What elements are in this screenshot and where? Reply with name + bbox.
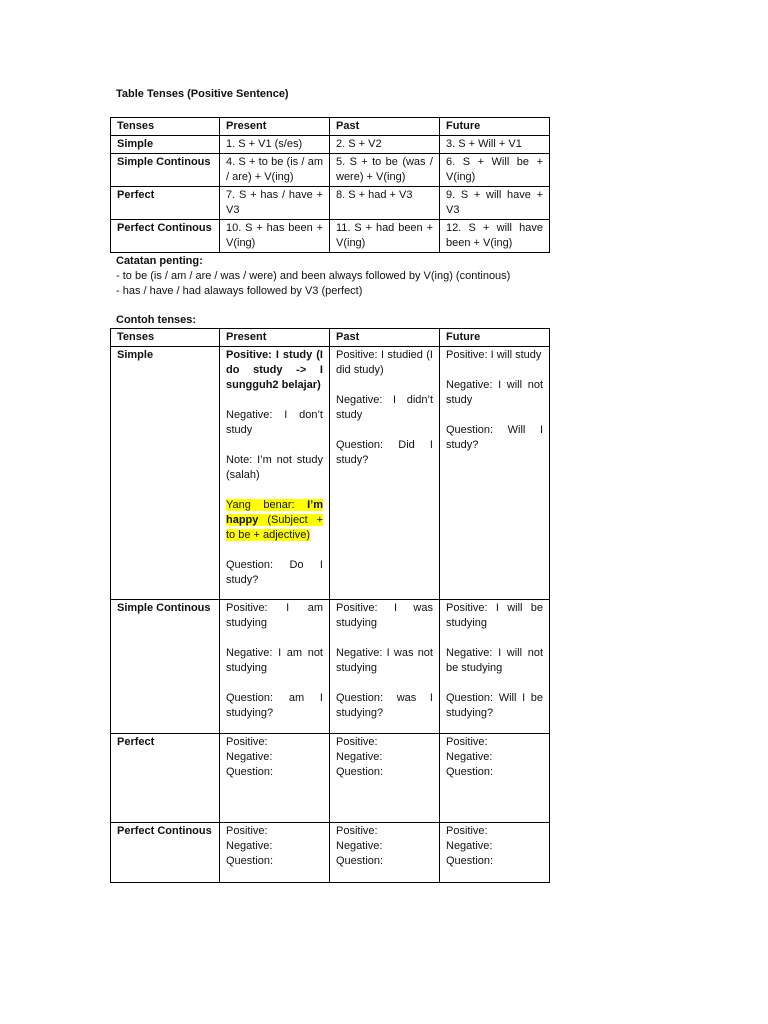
example-cell: [330, 823, 440, 883]
example-positive: Positive:: [226, 825, 268, 837]
formula-cell: 10. S + has been + V(ing): [220, 220, 330, 253]
table-row: [111, 220, 550, 253]
formula-cell: 1. S + V1 (s/es): [220, 136, 330, 154]
table-row: [111, 136, 550, 154]
example-positive: Positive:: [336, 825, 378, 837]
formula-cell: 8. S + had + V3: [330, 187, 440, 220]
example-question: Question: Will I study?: [446, 424, 543, 451]
example-question: Question:: [446, 766, 494, 778]
example-question: Question: am I studying?: [226, 692, 323, 719]
table-row: [111, 734, 550, 823]
example-question: Question:: [226, 766, 274, 778]
example-cell: [220, 734, 330, 823]
example-negative: Negative: I don’t study: [226, 409, 323, 436]
notes-line: - has / have / had alaways followed by V3 (perfect): [116, 285, 363, 297]
example-negative: Negative: I was not studying: [336, 647, 433, 674]
example-question: Question: Do I study?: [226, 559, 323, 586]
row-label: Simple: [111, 347, 220, 600]
example-question: Question:: [336, 855, 384, 867]
header-present: Present: [220, 118, 330, 136]
example-cell: [330, 347, 440, 600]
example-cell: [220, 600, 330, 734]
header-past: Past: [330, 118, 440, 136]
example-question: Question: Will I be studying?: [446, 692, 543, 719]
formula-cell: 7. S + has / have + V3: [220, 187, 330, 220]
notes-line: - to be (is / am / are / was / were) and been always followed by V(ing) (continous): [116, 270, 511, 282]
formula-table-header-row: [111, 118, 550, 136]
example-positive: Positive: I am studying: [226, 602, 323, 629]
example-cell: [330, 600, 440, 734]
example-negative: Negative: I am not studying: [226, 647, 323, 674]
formula-cell: 12. S + will have been + V(ing): [440, 220, 550, 253]
example-cell: [440, 734, 550, 823]
correct-suffix: (Subject + to be + adjective): [226, 514, 323, 541]
highlighted-text: [226, 499, 323, 541]
page-title: Table Tenses (Positive Sentence): [116, 88, 289, 100]
row-label: Perfect: [111, 734, 220, 823]
header-past: Past: [330, 329, 440, 347]
examples-table: [110, 328, 550, 883]
table-row: [111, 600, 550, 734]
row-label: Perfect: [111, 187, 220, 220]
example-cell: [330, 734, 440, 823]
example-cell: [440, 347, 550, 600]
example-note: Note: I’m not study (salah): [226, 454, 323, 481]
example-negative: Negative:: [226, 751, 273, 763]
row-label: Simple Continous: [111, 600, 220, 734]
table-row: [111, 823, 550, 883]
correct-prefix: Yang benar:: [226, 499, 308, 511]
formula-cell: 6. S + Will be + V(ing): [440, 154, 550, 187]
header-tenses: Tenses: [111, 329, 220, 347]
example-cell: [440, 823, 550, 883]
formula-cell: 4. S + to be (is / am / are) + V(ing): [220, 154, 330, 187]
header-present: Present: [220, 329, 330, 347]
formula-table: [110, 117, 550, 253]
row-label: Simple: [111, 136, 220, 154]
examples-table-header-row: [111, 329, 550, 347]
example-cell: [440, 600, 550, 734]
example-correct: [226, 498, 323, 543]
example-positive: Positive:: [226, 736, 268, 748]
example-negative: Negative:: [336, 751, 383, 763]
example-negative: Negative: I will not study: [446, 379, 543, 406]
formula-cell: 11. S + had been + V(ing): [330, 220, 440, 253]
formula-cell: 5. S + to be (was / were) + V(ing): [330, 154, 440, 187]
example-negative: Negative:: [336, 840, 383, 852]
formula-cell: 3. S + Will + V1: [440, 136, 550, 154]
table-row: [111, 347, 550, 600]
example-positive: Positive:: [446, 736, 488, 748]
example-positive: Positive: I was studying: [336, 602, 433, 629]
notes-section: [116, 254, 510, 299]
table-row: [111, 154, 550, 187]
example-negative: Negative: I didn’t study: [336, 394, 433, 421]
example-positive: Positive:: [446, 825, 488, 837]
header-future: Future: [440, 329, 550, 347]
example-cell: [220, 823, 330, 883]
example-positive: Positive: I study (I do study -> I sungguh2 belajar): [226, 349, 323, 391]
example-positive: Positive: I studied (I did study): [336, 349, 433, 376]
example-negative: Negative:: [446, 751, 493, 763]
example-positive: Positive:: [336, 736, 378, 748]
example-negative: Negative:: [446, 840, 493, 852]
formula-cell: 2. S + V2: [330, 136, 440, 154]
example-positive: Positive: I will study: [446, 349, 542, 361]
example-negative: Negative:: [226, 840, 273, 852]
example-cell: [220, 347, 330, 600]
row-label: Perfect Continous: [111, 220, 220, 253]
example-question: Question:: [226, 855, 274, 867]
row-label: Perfect Continous: [111, 823, 220, 883]
table-row: [111, 187, 550, 220]
header-tenses: Tenses: [111, 118, 220, 136]
examples-title: Contoh tenses:: [116, 314, 197, 326]
header-future: Future: [440, 118, 550, 136]
correct-bold: I’m happy: [226, 499, 323, 526]
row-label: Simple Continous: [111, 154, 220, 187]
example-positive: Positive: I will be studying: [446, 602, 543, 629]
example-question: Question:: [446, 855, 494, 867]
example-question: Question:: [336, 766, 384, 778]
example-negative: Negative: I will not be studying: [446, 647, 543, 674]
formula-cell: 9. S + will have + V3: [440, 187, 550, 220]
notes-title: Catatan penting:: [116, 255, 203, 267]
example-question: Question: was I studying?: [336, 692, 433, 719]
example-question: Question: Did I study?: [336, 439, 433, 466]
